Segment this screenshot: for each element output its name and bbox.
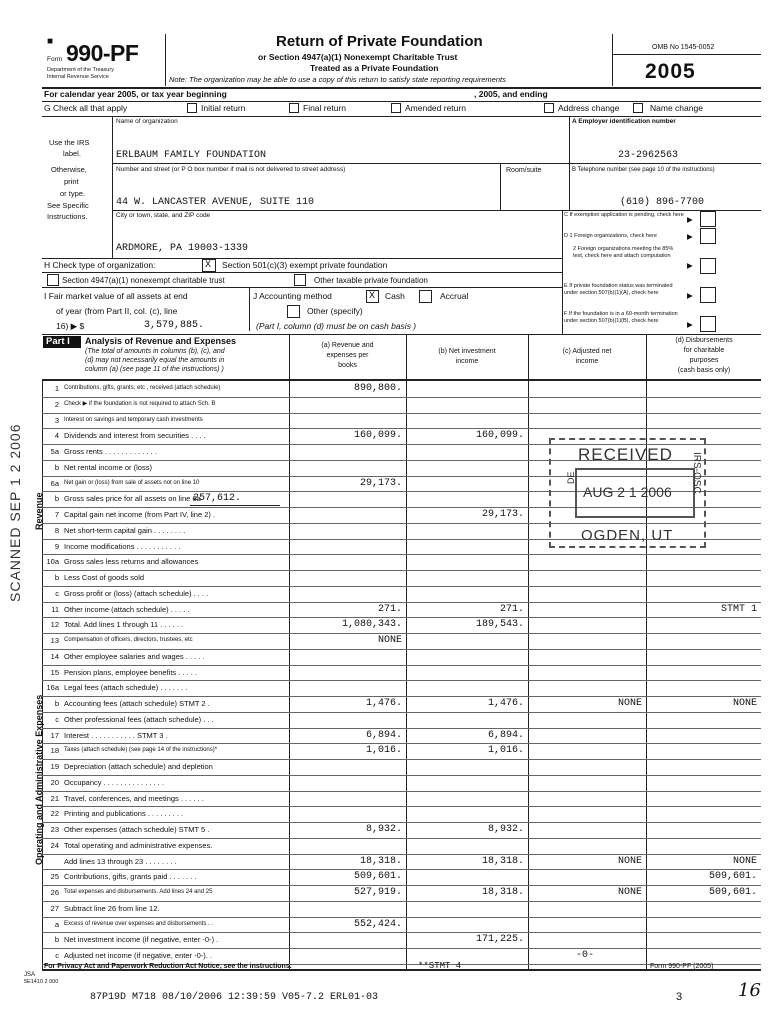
f-label: F If the foundation is in a 60-month termination under section 507(b)(1)(B), check here [564, 311, 678, 324]
part1-desc-1: (The total of amounts in columns (b), (c), and [85, 348, 225, 355]
d1-arrow: ▶ [687, 232, 693, 241]
e-checkbox[interactable] [700, 287, 716, 303]
use-irs-3: Otherwise, [51, 165, 87, 174]
row-number: 20 [50, 777, 59, 787]
cell-b: 160,099. [475, 430, 524, 442]
col-a-head-1: (a) Revenue and [321, 342, 374, 349]
row-number: 22 [50, 809, 59, 819]
row-rule [42, 775, 761, 776]
cash-mark: X [369, 291, 376, 302]
cash-label: Cash [385, 291, 405, 301]
row-label: Other employee salaries and wages . . . . . [64, 651, 205, 661]
h-opt1-label: Section 501(c)(3) exempt private foundation [222, 260, 388, 270]
cell-b: 18,318. [481, 887, 524, 898]
part1-cash-note: (Part I, column (d) must be on cash basis ) [256, 321, 417, 331]
address-change-label: Address change [558, 103, 620, 113]
row-number: 19 [50, 762, 59, 771]
cell-a: 552,424. [353, 918, 402, 930]
row-label: Total expenses and disbursements. Add lines 24 and 25 [64, 889, 213, 895]
row-label: Legal fees (attach schedule) . . . . . . . [64, 683, 188, 693]
col-d-head-2: for charitable [683, 347, 725, 354]
dept-line-1: Department of the Treasury [47, 67, 114, 73]
dept-line-2: Internal Revenue Service [47, 74, 109, 80]
use-irs-6: See Specific [47, 201, 89, 210]
cell-a: 1,080,343. [341, 619, 402, 631]
cell-c: -0- [575, 950, 594, 961]
header-divider-right [612, 34, 613, 86]
form-note: Note: The organization may be able to use a copy of this return to satisfy state reporting requirements [169, 75, 506, 84]
col-b-left [406, 334, 407, 969]
e-label: E If private foundation status was terminated under section 507(b)(1)(A), check here [564, 283, 673, 296]
initial-return-label: Initial return [201, 103, 246, 113]
h2-row-rule [42, 287, 562, 288]
cdef-divider [562, 210, 563, 335]
handwritten-number: 16 [738, 980, 761, 1001]
row-rule [42, 932, 761, 933]
row-number: c [55, 588, 59, 598]
cell-a: 8,932. [365, 824, 402, 835]
cell-b: 1,476. [487, 698, 524, 709]
row-rule [42, 602, 761, 603]
col-b-head-2: income [455, 358, 479, 365]
accrual-label: Accrual [440, 291, 469, 301]
d2-arrow: ▶ [687, 261, 693, 270]
c-exemption-label: C If exemption application is pending, check here [564, 212, 684, 218]
cell-b: 8,932. [487, 824, 524, 835]
cell-b: 18,318. [481, 855, 524, 867]
final-return-checkbox[interactable] [289, 103, 299, 113]
row-number: 16a [46, 683, 59, 693]
row-label: Add lines 13 through 23 . . . . . . . . [64, 856, 177, 866]
row-number: 5a [50, 447, 59, 456]
i-label-2: of year (from Part II, col. (c), line [56, 306, 178, 316]
use-irs-4: print [64, 177, 79, 186]
calendar-ending: , 2005, and ending [474, 89, 548, 99]
cell-d: STMT 1 [720, 603, 757, 615]
use-irs-1: Use the IRS [49, 138, 90, 147]
org-name-label: Name of organization [116, 118, 178, 125]
h-other-taxable-checkbox[interactable] [294, 274, 306, 286]
h-501c3-mark: X [205, 260, 212, 271]
cell-a: 271. [377, 603, 402, 615]
row-number: 17 [50, 730, 59, 740]
row-label: Subtract line 26 from line 12. [64, 903, 160, 913]
c-exemption-checkbox[interactable] [700, 211, 716, 227]
col-c-head-2: income [575, 358, 599, 365]
row-number: 26 [50, 888, 59, 897]
org-name-value: ERLBAUM FAMILY FOUNDATION [116, 150, 267, 161]
row-rule [42, 649, 761, 650]
h-opt3-label: Other taxable private foundation [314, 276, 428, 285]
row-rule [42, 791, 761, 792]
i-label-3: 16) ▶ $ [56, 321, 85, 331]
col-a-head-2: expenses per [326, 352, 369, 359]
row-label: Net gain or (loss) from sale of assets not on line 10 [64, 479, 200, 486]
row-label: Gross rents . . . . . . . . . . . . . [64, 447, 157, 456]
row-number: 13 [50, 636, 59, 645]
row-number: 10a [46, 557, 59, 567]
cell-b: 1,016. [487, 745, 524, 757]
footer-form-ref: Form 990-PF (2005) [650, 963, 714, 970]
row-label: Check ▶ if the foundation is not required to attach Sch. B [64, 400, 216, 407]
part1-header-rule [42, 379, 761, 381]
expenses-side-label: Operating and Administrative Expenses [34, 694, 44, 865]
calendar-year-line: For calendar year 2005, or tax year beginning [44, 89, 227, 99]
col-d-head-3: purposes [689, 357, 719, 364]
row-label: Adjusted net income (if negative, enter -0-). . [64, 951, 212, 960]
h-row-rule [42, 272, 562, 273]
row-number: c [55, 951, 59, 960]
col-c-left [528, 334, 529, 969]
row-number: 8 [54, 525, 59, 535]
footer-code: 5E1410 2 000 [24, 979, 59, 985]
col-c-head-1: (c) Adjusted net [562, 348, 612, 355]
cell-a: 6,894. [365, 729, 402, 741]
cell-b: 271. [499, 603, 524, 615]
row-rule [42, 665, 761, 666]
row-label: Net investment income (if negative, enter -0-) . [64, 935, 219, 945]
i-fmv-value: 3,579,885. [144, 320, 205, 331]
row-rule [42, 570, 761, 571]
row-number: b [54, 494, 59, 504]
row-rule [42, 869, 761, 870]
row-number: b [54, 462, 59, 472]
stamp-date: AUG 2 1 2006 [583, 484, 672, 500]
row-number: b [54, 573, 59, 582]
calendar-rule [42, 101, 761, 102]
row-label: Net short-term capital gain . . . . . . . . [64, 525, 186, 535]
form-subtitle-1: or Section 4947(a)(1) Nonexempt Charitable Trust [258, 52, 458, 62]
cell-d: NONE [732, 698, 757, 709]
row-rule [42, 759, 761, 760]
row-rule [42, 948, 761, 949]
row-label: Occupancy . . . . . . . . . . . . . . . [64, 777, 165, 787]
row-label: Gross sales less returns and allowances [64, 557, 199, 567]
row-rule [42, 554, 761, 555]
d2-checkbox[interactable] [700, 258, 716, 274]
ein-label: A Employer identification number [572, 118, 676, 125]
stamp-city: OGDEN, UT [581, 527, 674, 544]
row-label: Dividends and interest from securities . . . . [64, 431, 206, 441]
row-label: Capital gain net income (from Part IV, line 2) . [64, 510, 216, 519]
other-method-checkbox[interactable] [287, 305, 300, 318]
gross-sales-inline: 257,612. [193, 493, 242, 505]
row-label: Taxes (attach schedule) (see page 14 of the instructions)* [64, 747, 218, 754]
row-label: Travel, conferences, and meetings . . . . . . [64, 793, 204, 803]
street-value: 44 W. LANCASTER AVENUE, SUITE 110 [116, 197, 315, 208]
row-rule [42, 917, 761, 918]
bullet-mark: ■ [47, 36, 54, 47]
row-label: Contributions, gifts, grants, etc , received (attach schedule) [64, 385, 221, 391]
row-label: Interest on savings and temporary cash investments [64, 416, 203, 423]
ein-value: 23-2962563 [618, 150, 679, 161]
room-label: Room/suite [506, 167, 542, 174]
row-rule [42, 838, 761, 839]
row-rule [42, 413, 761, 414]
page-number: 3 [676, 991, 683, 1003]
revenue-side-label: Revenue [34, 492, 44, 530]
row-number: 12 [50, 620, 59, 630]
row-number: a [54, 919, 59, 929]
received-text: RECEIVED [578, 445, 673, 464]
row-rule [42, 854, 761, 855]
col-d-head-1: (d) Disbursements [675, 337, 733, 344]
cell-c: NONE [617, 855, 642, 867]
row-label: Other income (attach schedule) . . . . . [64, 604, 190, 614]
row-rule [42, 428, 761, 429]
row-number: 2 [54, 399, 59, 409]
row-label: Compensation of officers, directors, trustees, etc [64, 637, 193, 643]
cell-b: 29,173. [481, 509, 524, 520]
d1-label: D 1 Foreign organizations, check here [564, 233, 657, 239]
row-number: 25 [50, 872, 59, 882]
phone-value: (610) 896-7700 [620, 197, 705, 208]
row-number: 21 [50, 793, 59, 803]
city-label: City or town, state, and ZIP code [116, 212, 211, 219]
row-number: 1 [54, 384, 59, 393]
form-title: Return of Private Foundation [276, 33, 483, 50]
cell-a: NONE [377, 635, 402, 646]
row-rule [42, 822, 761, 823]
row-label: Pension plans, employee benefits . . . . . [64, 667, 197, 677]
row-label: Gross sales price for all assets on line 6a [64, 494, 201, 504]
omb-number: OMB No 1545-0052 [652, 44, 715, 51]
cell-a: 890,800. [353, 383, 402, 394]
row-label: Total operating and administrative expenses. [64, 840, 213, 850]
name-change-label: Name change [650, 103, 703, 113]
street-row-rule [112, 210, 761, 211]
footer-stmt: **STMT 4 [418, 961, 462, 971]
cell-a: 509,601. [353, 871, 402, 883]
row-label: Printing and publications . . . . . . . . . [64, 809, 184, 819]
row-label: Excess of revenue over expenses and disbursements . . [64, 920, 214, 927]
row-label: Less Cost of goods sold [64, 573, 145, 582]
cell-a: 160,099. [353, 430, 402, 442]
row-number: b [54, 699, 59, 708]
cell-b: 171,225. [475, 934, 524, 946]
ij-divider [249, 287, 250, 331]
accrual-checkbox[interactable] [419, 290, 432, 303]
row-number: 24 [50, 840, 59, 850]
row-number: 14 [50, 651, 59, 661]
cell-d: 509,601. [708, 887, 757, 898]
other-method-label: Other (specify) [307, 306, 363, 316]
final-return-label: Final return [303, 103, 346, 113]
cell-a: 29,173. [359, 477, 402, 489]
form-prefix: Form [47, 56, 63, 63]
row-rule [42, 728, 761, 729]
f-checkbox[interactable] [700, 316, 716, 332]
row-label: Total. Add lines 1 through 11 . . . . . . [64, 620, 184, 630]
d1-checkbox[interactable] [700, 228, 716, 244]
part1-desc-3: column (a) (see page 11 of the instructions) ) [85, 366, 224, 373]
use-irs-5: or type. [60, 189, 86, 198]
g-row-rule [42, 116, 761, 117]
f-arrow: ▶ [687, 320, 693, 329]
city-row-rule [42, 258, 562, 259]
room-divider [500, 163, 501, 211]
scanned-stamp: SCANNED SEP 1 2 2006 [7, 423, 23, 602]
row-label: Other expenses (attach schedule) STMT 5 . [64, 825, 210, 834]
org-label-divider [112, 116, 113, 258]
col-d-head-4: (cash basis only) [677, 367, 731, 374]
row-rule [42, 696, 761, 697]
cell-a: 1,016. [365, 745, 402, 757]
row-rule [42, 743, 761, 744]
row-number: 4 [54, 431, 59, 441]
cell-d: NONE [732, 855, 757, 867]
form-subtitle-2: Treated as a Private Foundation [310, 63, 439, 73]
omb-divider [612, 54, 761, 55]
part1-desc-2: (d) may not necessarily equal the amounts in [85, 357, 225, 364]
received-stamp [549, 438, 706, 548]
row-rule [42, 633, 761, 634]
street-label: Number and street (or P O box number if mail is not delivered to street address) [116, 166, 346, 173]
j-label: J Accounting method [253, 291, 332, 301]
check-g-label: G Check all that apply [44, 103, 128, 113]
form-number: 990-PF [66, 40, 139, 66]
header-divider-left [165, 34, 166, 86]
row-number: b [54, 935, 59, 945]
cell-c: NONE [617, 698, 642, 709]
cell-a: 18,318. [359, 855, 402, 867]
row-label: Contributions, gifts, grants paid . . . . . . . [64, 872, 197, 882]
initial-return-checkbox[interactable] [187, 103, 197, 113]
row-label: Depreciation (attach schedule) and depletion [64, 762, 213, 771]
i-label-1: I Fair market value of all assets at end [44, 291, 188, 301]
row-number: 15 [50, 667, 59, 677]
row-number: c [55, 714, 59, 724]
row-rule [42, 680, 761, 681]
use-irs-7: Instructions. [47, 212, 88, 221]
tax-year: 2005 [645, 60, 696, 83]
amended-return-checkbox[interactable] [391, 103, 401, 113]
row-number: 27 [50, 903, 59, 913]
row-rule [42, 806, 761, 807]
row-rule [42, 885, 761, 886]
cell-a: 1,476. [365, 698, 402, 709]
row-rule [42, 586, 761, 587]
row-label: Net rental income or (loss) [64, 462, 152, 472]
h-label: H Check type of organization: [44, 260, 156, 270]
name-row-rule [112, 163, 761, 164]
row-rule [42, 397, 761, 398]
row-label: Gross profit or (loss) (attach schedule) . . . . [64, 588, 209, 598]
cell-d: 509,601. [708, 871, 757, 883]
row-number: 9 [54, 541, 59, 551]
row-rule [42, 617, 761, 618]
phone-label: B Telephone number (see page 10 of the instructions) [572, 167, 715, 173]
row-label: Income modifications . . . . . . . . . . . [64, 541, 181, 551]
c-arrow: ▶ [687, 215, 693, 224]
privacy-notice: For Privacy Act and Paperwork Reduction Act Notice, see the instructions. [44, 963, 292, 970]
use-irs-2: label. [63, 149, 81, 158]
city-value: ARDMORE, PA 19003-1339 [116, 243, 249, 254]
col-b-head-1: (b) Net investment [438, 348, 496, 355]
part1-title: Analysis of Revenue and Expenses [85, 336, 237, 346]
footer-jsa: JSA [24, 972, 36, 978]
ij-row-rule [42, 334, 761, 335]
d2-label: 2 Foreign organizations meeting the 85% test, check here and attach computation [573, 246, 674, 259]
address-change-checkbox[interactable] [544, 103, 554, 113]
part1-tag: Part I [46, 336, 70, 347]
row-number: 7 [54, 510, 59, 519]
h-4947-checkbox[interactable] [47, 274, 59, 286]
cell-b: 6,894. [487, 729, 524, 741]
row-rule [42, 712, 761, 713]
e-arrow: ▶ [687, 291, 693, 300]
cell-b: 189,543. [475, 619, 524, 631]
h-opt2-label: Section 4947(a)(1) nonexempt charitable trust [62, 276, 225, 285]
row-label: Other professional fees (attach schedule) . . . [64, 714, 214, 724]
row-number: 18 [50, 746, 59, 756]
amended-return-label: Amended return [405, 103, 466, 113]
footer-print-line: 87P19D M718 08/10/2006 12:39:59 V05-7.2 ERL01-03 [90, 992, 379, 1003]
col-a-head-3: books [338, 362, 357, 369]
name-change-checkbox[interactable] [633, 103, 643, 113]
row-number: 11 [51, 604, 59, 614]
stamp-side-1: IRS-OSC [691, 452, 702, 494]
row-number: 23 [50, 825, 59, 834]
row-number: 6a [50, 478, 59, 488]
row-number: 3 [54, 415, 59, 425]
stamp-side-2: DE [566, 471, 576, 484]
cell-c: NONE [617, 887, 642, 898]
row-label: Accounting fees (attach schedule) STMT 2 . [64, 699, 210, 708]
row-rule [42, 901, 761, 902]
cell-a: 527,919. [353, 887, 402, 898]
row-label: Interest . . . . . . . . . . . STMT 3 . [64, 730, 168, 740]
